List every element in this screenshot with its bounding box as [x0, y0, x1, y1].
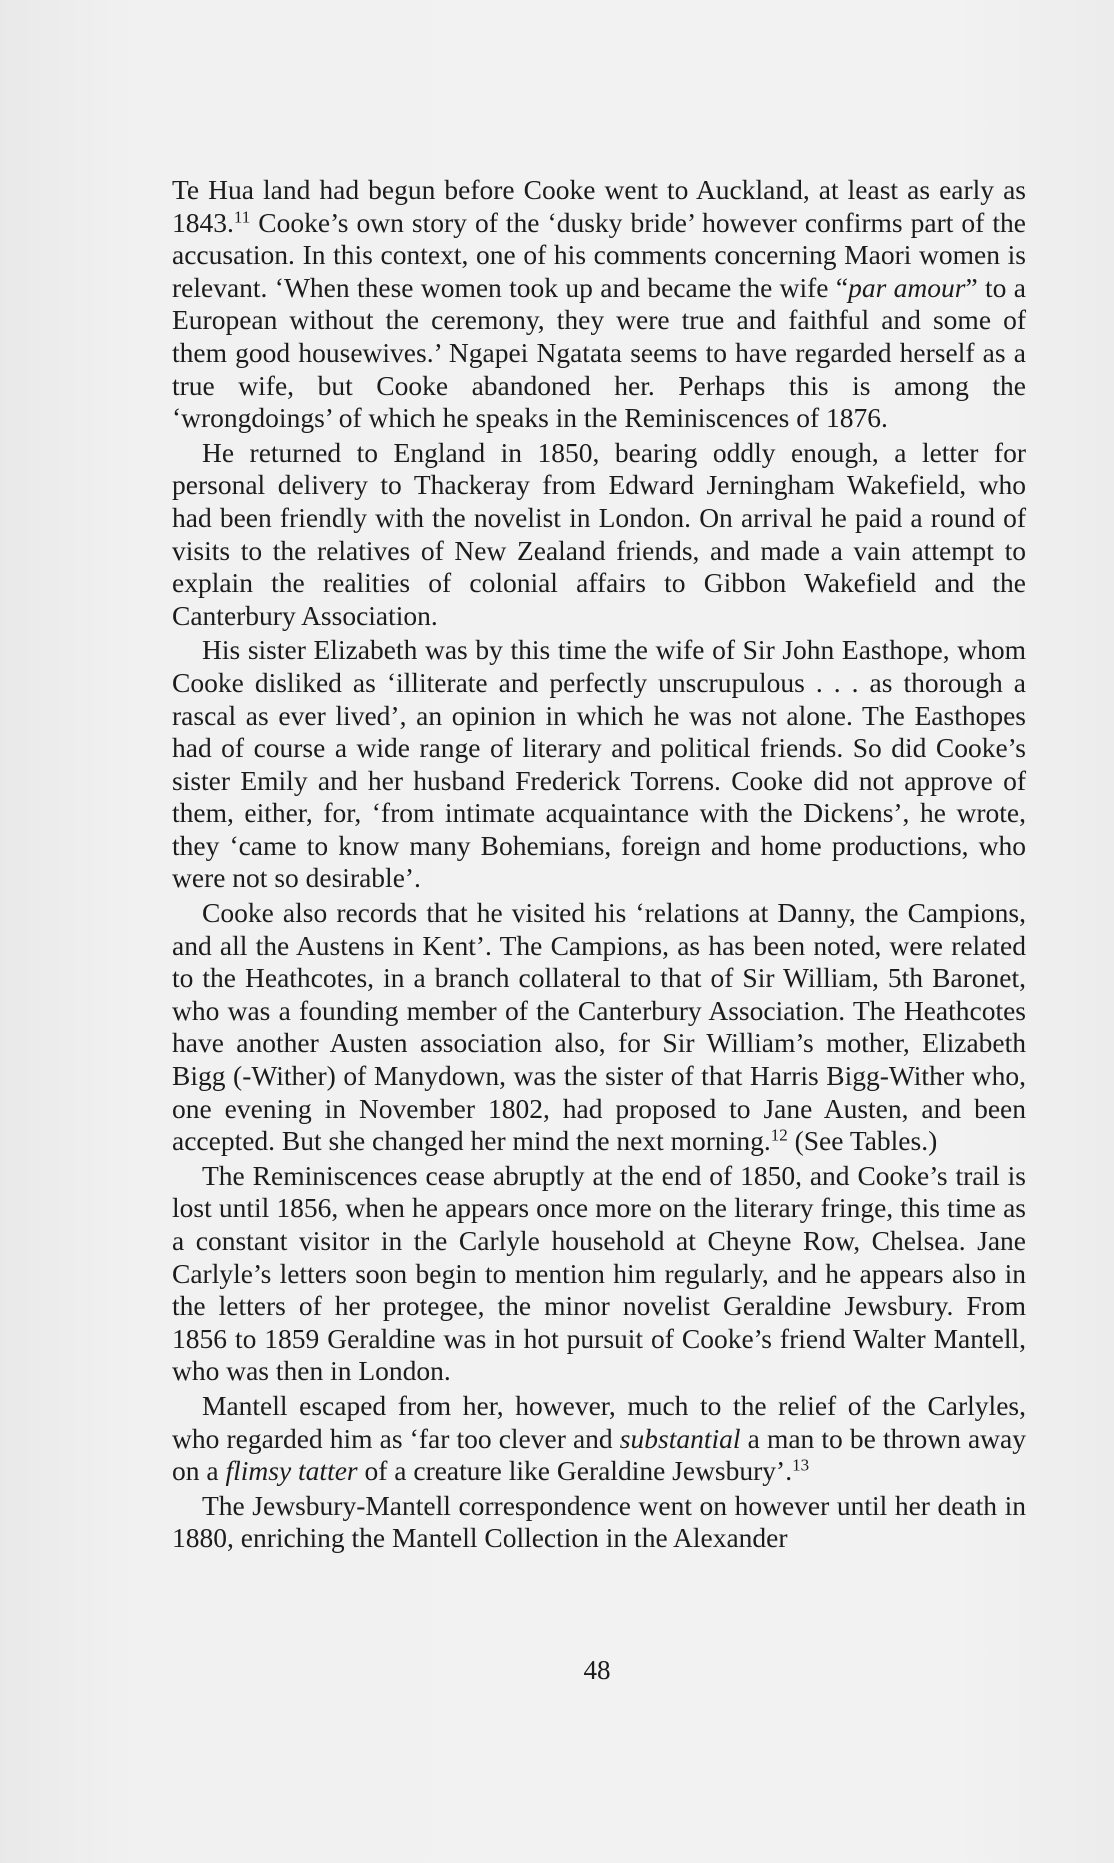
text-run: Cooke’s own story of the ‘dusky bride’ however confirms part of the accusation. In this context, one of his comments concerning Maori women is relevant. ‘When these women took up and became the wife “ [172, 206, 1026, 303]
italic-text: substantial [619, 1422, 741, 1454]
italic-text: par amour [848, 271, 966, 303]
text-run: The Reminiscences cease abruptly at the end of 1850, and Cooke’s trail is lost until 1856, when he appears once more on the literary fringe, this time as a constant visitor in the Carlyle household at Cheyne Row, Chelsea. Jane Carlyle’s letters soon begin to mention him regularly, and he appears also in the letters of her protegee, the minor novelist Geraldine Jewsbury. From 1856 to 1859 Geraldine was in hot pursuit of Cooke’s friend Walter Mantell, who was then in London. [172, 1159, 1026, 1387]
text-run: His sister Elizabeth was by this time the wife of Sir John Easthope, whom Cooke disliked as ‘illiterate and perfectly unscrupulous . . . as thorough a rascal as ever lived’, an opinion in which he was not alone. The Easthopes had of course a wide range of literary and political friends. So did Cooke’s sister Emily and her husband Frederick Torrens. Cooke did not approve of them, either, for, ‘from intimate acquaintance with the Dickens’, he wrote, they ‘came to know many Bohemians, foreign and home productions, who were not so desirable’. [172, 634, 1026, 894]
text-run: Mantell escaped from her, however, much to the relief of the Carlyles, who regarded him as ‘far too clever and [172, 1389, 1026, 1454]
text-run: ” to a European without the ceremony, they were true and faithful and some of them good housewives.’ Ngapei Ngatata seems to have regarded herself as a true wife, but Cooke abandoned her. Perhaps this is among the ‘wrongdoings’ of which he speaks in the Reminiscences of 1876. [172, 271, 1026, 434]
body-text [172, 174, 1026, 1555]
text-run: (See Tables.) [787, 1125, 938, 1157]
text-run: of a creature like Geraldine Jewsbury’. [357, 1455, 793, 1487]
paragraph [172, 1390, 1026, 1488]
paragraph [172, 437, 1026, 633]
footnote-ref: 12 [770, 1125, 788, 1145]
text-run: Te Hua land had begun before Cooke went to Auckland, at least as early as 1843. [172, 174, 1026, 238]
paragraph [172, 174, 1026, 435]
paragraph [172, 1490, 1026, 1555]
page-number: 48 [583, 1655, 611, 1685]
paragraph [172, 634, 1026, 895]
text-run: The Jewsbury-Mantell correspondence went on however until her death in 1880, enriching the Mantell Collection in the Alexander [172, 1489, 1026, 1554]
italic-text: flimsy tatter [225, 1455, 358, 1487]
text-run: He returned to England in 1850, bearing oddly enough, a letter for personal delivery to Thackeray from Edward Jerningham Wakefield, who had been friendly with the novelist in London. On arrival he paid a round of visits to the relatives of New Zealand friends, and made a vain attempt to explain the realities of colonial affairs to Gibbon Wakefield and the Canterbury Association. [172, 436, 1026, 631]
text-run: a man to be thrown away on a [172, 1422, 1026, 1487]
footnote-ref: 11 [233, 207, 251, 227]
text-run: Cooke also records that he visited his ‘relations at Danny, the Campions, and all the Austens in Kent’. The Campions, as has been noted, were related to the Heathcotes, in a branch collateral to that of Sir William, 5th Baronet, who was a founding member of the Canterbury Association. The Heathcotes have another Austen association also, for Sir William’s mother, Elizabeth Bigg (-Wither) of Manydown, was the sister of that Harris Bigg-Wither who, one evening in November 1802, had proposed to Jane Austen, and been accepted. But she changed her mind the next morning. [172, 897, 1026, 1157]
footnote-ref: 13 [792, 1455, 810, 1475]
paragraph [172, 897, 1026, 1158]
paragraph [172, 1160, 1026, 1388]
